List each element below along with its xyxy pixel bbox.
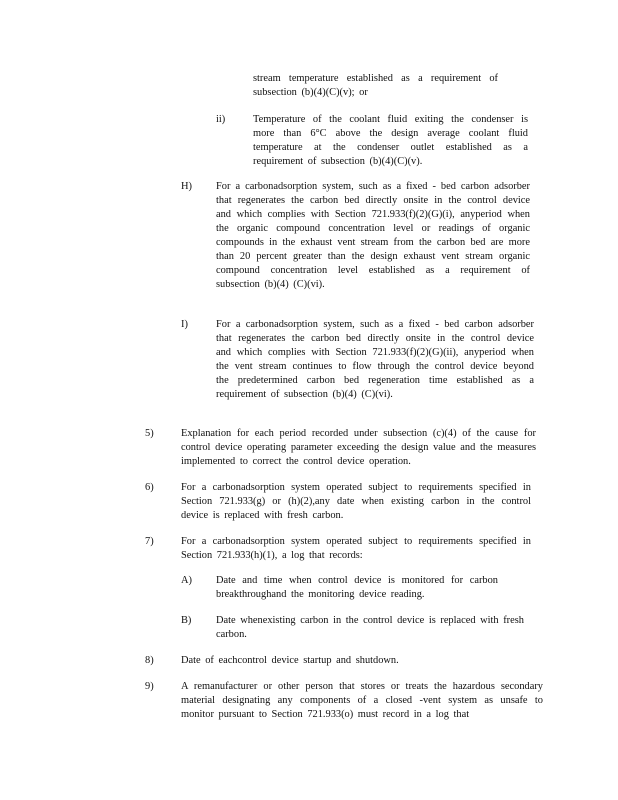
item-5-marker: 5) (145, 428, 154, 439)
item-7A-marker: A) (181, 575, 192, 586)
item-H-text: For a carbonadsorption system, such as a fixed - bed carbon adsorber that regenerates the carbon bed directly onsite in the control device and which complies with Section 721.933(f)(2)(G)(i), anyperiod when the organic compound concentration level or readings of organic compounds in the exhaust vent stream from the carbon bed are more than 20 percent greater than the design exhaust vent stream organic compound concentration level established as a requirement of subsection (b)(4) (C)(vi). (216, 181, 530, 290)
item-8-marker: 8) (145, 655, 154, 666)
item-H-marker: H) (181, 181, 192, 192)
item-I-text: For a carbonadsorption system, such as a fixed - bed carbon adsorber that regenerates the carbon bed directly onsite in the control device and which complies with Section 721.933(f)(2)(G)(ii), anyperiod when the vent stream continues to flow through the control device beyond the predetermined carbon bed regeneration time established as a requirement of subsection (b)(4) (C)(vi). (216, 319, 534, 400)
item-9-marker: 9) (145, 681, 154, 692)
continuation-text: stream temperature established as a requirement of subsection (b)(4)(C)(v); or (253, 73, 498, 98)
item-9-text: A remanufacturer or other person that stores or treats the hazardous secondary material designating any components of a closed -vent system as unsafe to monitor pursuant to Section 721.933(o) must record in a log that (181, 681, 543, 720)
item-7B-text: Date whenexisting carbon in the control device is replaced with fresh carbon. (216, 615, 524, 640)
item-6-text: For a carbonadsorption system operated subject to requirements specified in Section 721.933(g) or (h)(2),any date when existing carbon in the control device is replaced with fresh carbon. (181, 482, 531, 521)
item-7-marker: 7) (145, 536, 154, 547)
item-6-marker: 6) (145, 482, 154, 493)
item-7A-text: Date and time when control device is monitored for carbon breakthroughand the monitoring device reading. (216, 575, 498, 600)
subitem-ii-text: Temperature of the coolant fluid exiting the condenser is more than 6°C above the design average coolant fluid temperature at the condenser outlet established as a requirement of subsection (b)(4)(C)(v). (253, 114, 528, 167)
item-8-text: Date of eachcontrol device startup and shutdown. (181, 655, 399, 666)
item-7B-marker: B) (181, 615, 192, 626)
item-5-text: Explanation for each period recorded under subsection (c)(4) of the cause for control device operating parameter exceeding the design value and the measures implemented to correct the control device operation. (181, 428, 536, 467)
item-7-text: For a carbonadsorption system operated subject to requirements specified in Section 721.933(h)(1), a log that records: (181, 536, 531, 561)
item-I-marker: I) (181, 319, 188, 330)
subitem-ii-marker: ii) (216, 114, 226, 125)
